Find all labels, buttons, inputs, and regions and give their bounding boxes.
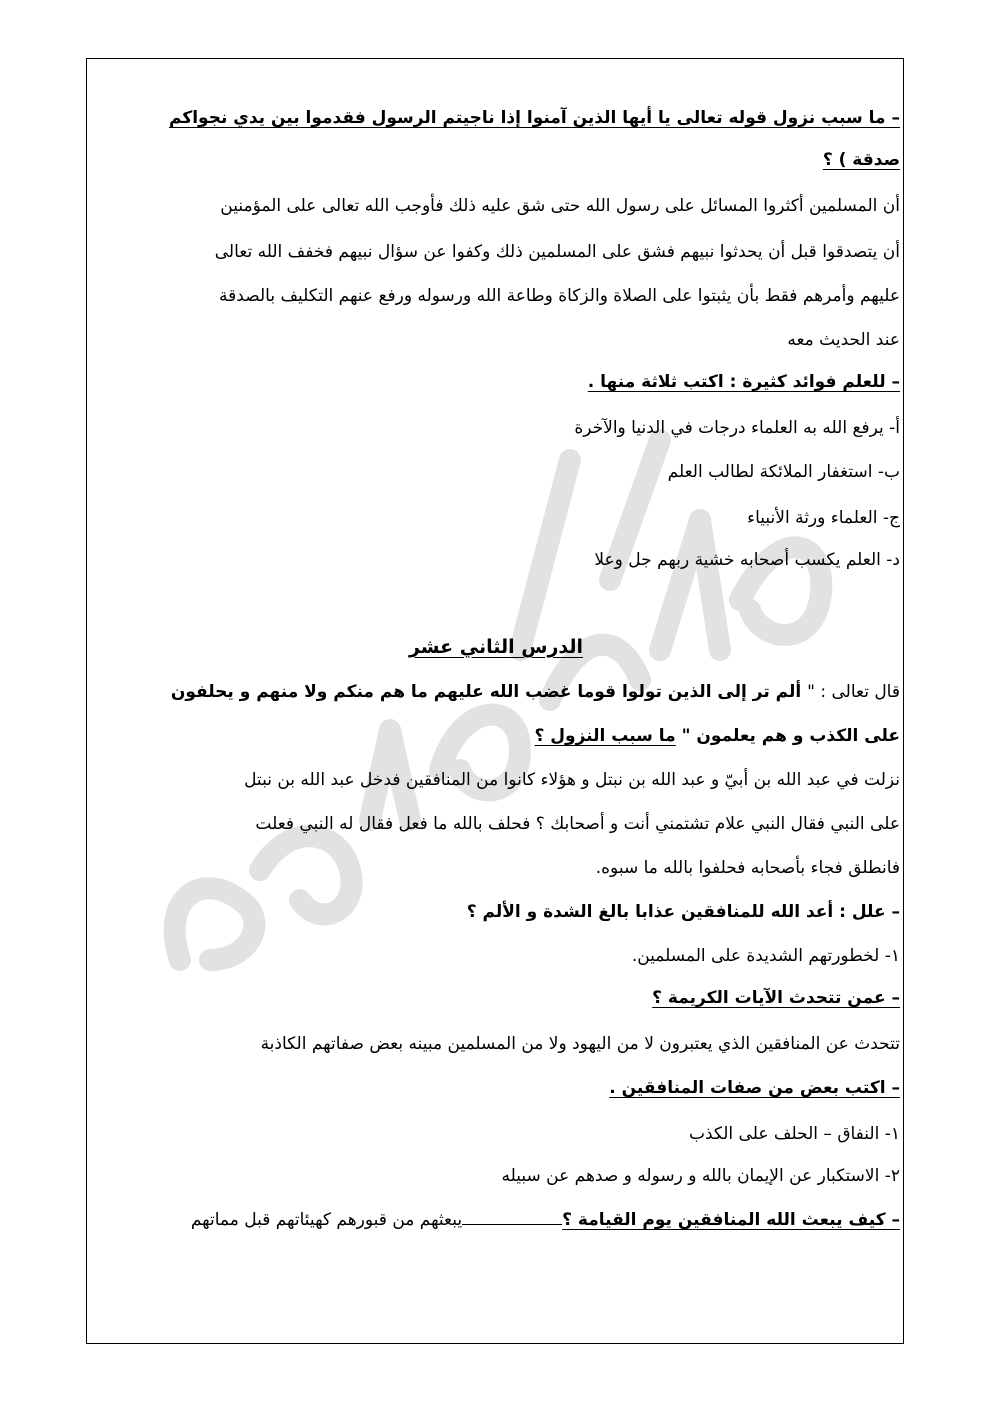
revelation-line: على النبي فقال النبي علام تشتمني أنت و أصحابك ؟ فحلف بالله ما فعل فقال له النبي فعلت: [255, 814, 900, 834]
trait-item: ٢- الاستكبار عن الإيمان بالله و رسوله و صدهم عن سبيله: [501, 1166, 900, 1186]
answer-line: عند الحديث معه: [787, 330, 900, 350]
question-revelation-reason: – ما سبب نزول قوله تعالى يا أيها الذين آمنوا إذا ناجيتم الرسول فقدموا بين يدي نجواكم: [169, 108, 900, 128]
verse-line: [534, 724, 900, 748]
question-resurrection: – كيف يبعث الله المنافقين يوم القيامة ؟: [562, 1210, 900, 1230]
about-answer: تتحدث عن المنافقين الذي يعتبرون لا من اليهود ولا من المسلمين مبينه بعض صفاتهم الكاذبة: [260, 1034, 900, 1054]
answer-line: أن المسلمين أكثروا المسائل على رسول الله حتى شق عليه ذلك فأوجب الله تعالى على المؤمنين: [220, 196, 900, 216]
verse-line: [171, 680, 900, 704]
trait-item: ١- النفاق – الحلف على الكذب: [688, 1124, 900, 1144]
question-revelation: ما سبب النزول ؟: [534, 726, 676, 746]
reason-answer: ١- لخطورتهم الشديدة على المسلمين.: [631, 946, 900, 966]
resurrection-answer: يبعثهم من قبورهم كهيئاتهم قبل مماتهم: [190, 1210, 463, 1230]
benefit-item: د- العلم يكسب أصحابه خشية ربهم جل وعلا: [594, 550, 900, 570]
answer-blank: [462, 1210, 562, 1225]
benefit-item: ج- العلماء ورثة الأنبياء: [747, 508, 900, 528]
verse-intro: قال تعالى : ": [807, 682, 900, 702]
benefit-item: ب- استغفار الملائكة لطالب العلم: [667, 462, 900, 482]
question-benefits: – للعلم فوائد كثيرة : اكتب ثلاثة منها .: [587, 372, 900, 392]
question-revelation-reason-cont: صدقة ) ؟: [822, 150, 900, 170]
verse-text: ألم تر إلى الذين تولوا قوما غضب الله عليهم ما هم منكم ولا منهم و يحلفون: [170, 682, 808, 702]
question-reason: – علل : أعد الله للمنافقين عذابا بالغ الشدة و الألم ؟: [466, 902, 900, 922]
answer-line: عليهم وأمرهم فقط بأن يثبتوا على الصلاة والزكاة وطاعة الله ورسوله ورفع عنهم التكليف بالصدقة: [219, 286, 900, 306]
resurrection-line: [191, 1208, 900, 1232]
benefit-item: أ- يرفع الله به العلماء درجات في الدنيا والآخرة: [574, 418, 900, 438]
verse-text: على الكذب و هم يعلمون ": [675, 726, 900, 746]
lesson-title: الدرس الثاني عشر: [408, 636, 584, 658]
question-about: – عمن تتحدث الآيات الكريمة ؟: [652, 988, 900, 1008]
revelation-line: نزلت في عبد الله بن أبيّ و عبد الله بن نبتل و هؤلاء كانوا من المنافقين فدخل عبد الله بن نبتل: [244, 770, 900, 790]
answer-line: أن يتصدقوا قبل أن يحدثوا نبيهم فشق على المسلمين ذلك وكفوا عن سؤال نبيهم فخفف الله تعالى: [214, 242, 900, 262]
revelation-line: فانطلق فجاء بأصحابه فحلفوا بالله ما سبوه.: [595, 858, 900, 878]
question-traits: – اكتب بعض من صفات المنافقين .: [609, 1078, 900, 1098]
